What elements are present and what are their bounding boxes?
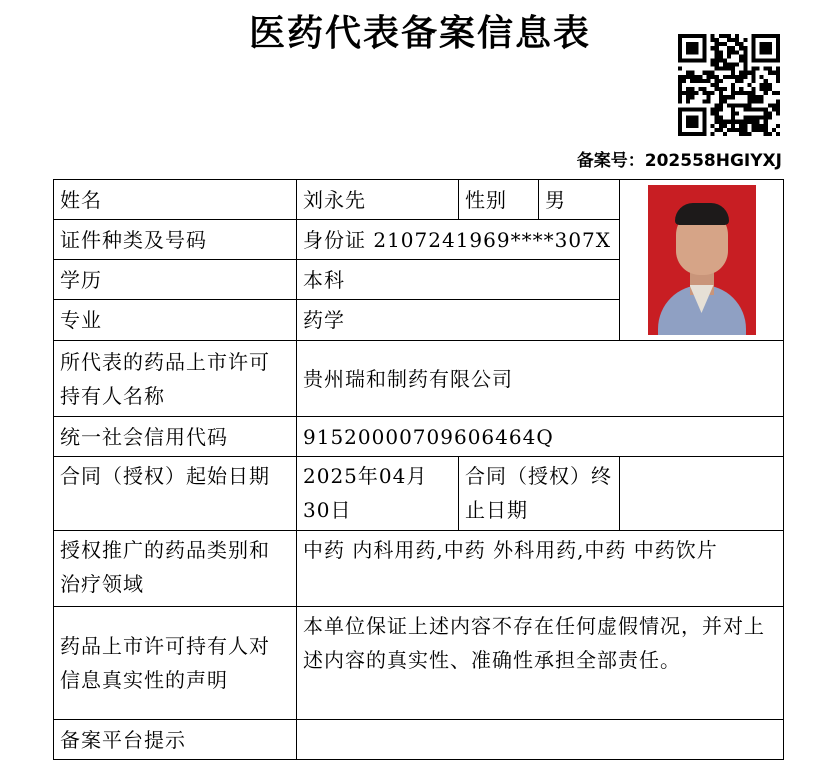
value-major: 药学 — [297, 300, 620, 341]
value-education: 本科 — [297, 260, 620, 300]
value-holder: 贵州瑞和制药有限公司 — [297, 341, 784, 417]
value-drug-categories: 中药 内科用药,中药 外科用药,中药 中药饮片 — [297, 531, 784, 607]
photo-cell — [620, 180, 784, 341]
row-drug-categories — [54, 531, 784, 607]
id-photo — [648, 185, 756, 335]
value-contract-start: 2025年04月30日 — [297, 457, 459, 531]
label-major: 专业 — [54, 300, 297, 341]
value-platform-note — [297, 720, 784, 760]
value-name: 刘永先 — [297, 180, 459, 220]
row-name — [54, 180, 784, 220]
value-gender: 男 — [539, 180, 620, 220]
label-credit-code: 统一社会信用代码 — [54, 417, 297, 457]
row-platform-note — [54, 720, 784, 760]
label-gender: 性别 — [459, 180, 539, 220]
label-name: 姓名 — [54, 180, 297, 220]
row-holder — [54, 341, 784, 417]
value-credit-code: 91520000709606464Q — [297, 417, 784, 457]
row-credit-code — [54, 417, 784, 457]
value-id: 身份证 2107241969****307X — [297, 220, 620, 260]
row-contract — [54, 457, 784, 531]
qr-code — [678, 34, 780, 136]
label-platform-note: 备案平台提示 — [54, 720, 297, 760]
label-contract-end: 合同（授权）终止日期 — [459, 457, 620, 531]
label-education: 学历 — [54, 260, 297, 300]
value-declaration: 本单位保证上述内容不存在任何虚假情况，并对上述内容的真实性、准确性承担全部责任。 — [297, 607, 784, 720]
label-drug-categories: 授权推广的药品类别和治疗领域 — [54, 531, 297, 607]
value-contract-end — [620, 457, 784, 531]
label-contract-start: 合同（授权）起始日期 — [54, 457, 297, 531]
info-table — [53, 179, 784, 760]
row-declaration — [54, 607, 784, 720]
label-declaration: 药品上市许可持有人对信息真实性的声明 — [54, 607, 297, 720]
record-number: 备案号：202558HGIYXJ — [576, 151, 782, 171]
form-title: 医药代表备案信息表 — [248, 13, 591, 54]
label-holder: 所代表的药品上市许可持有人名称 — [54, 341, 297, 417]
label-id: 证件种类及号码 — [54, 220, 297, 260]
